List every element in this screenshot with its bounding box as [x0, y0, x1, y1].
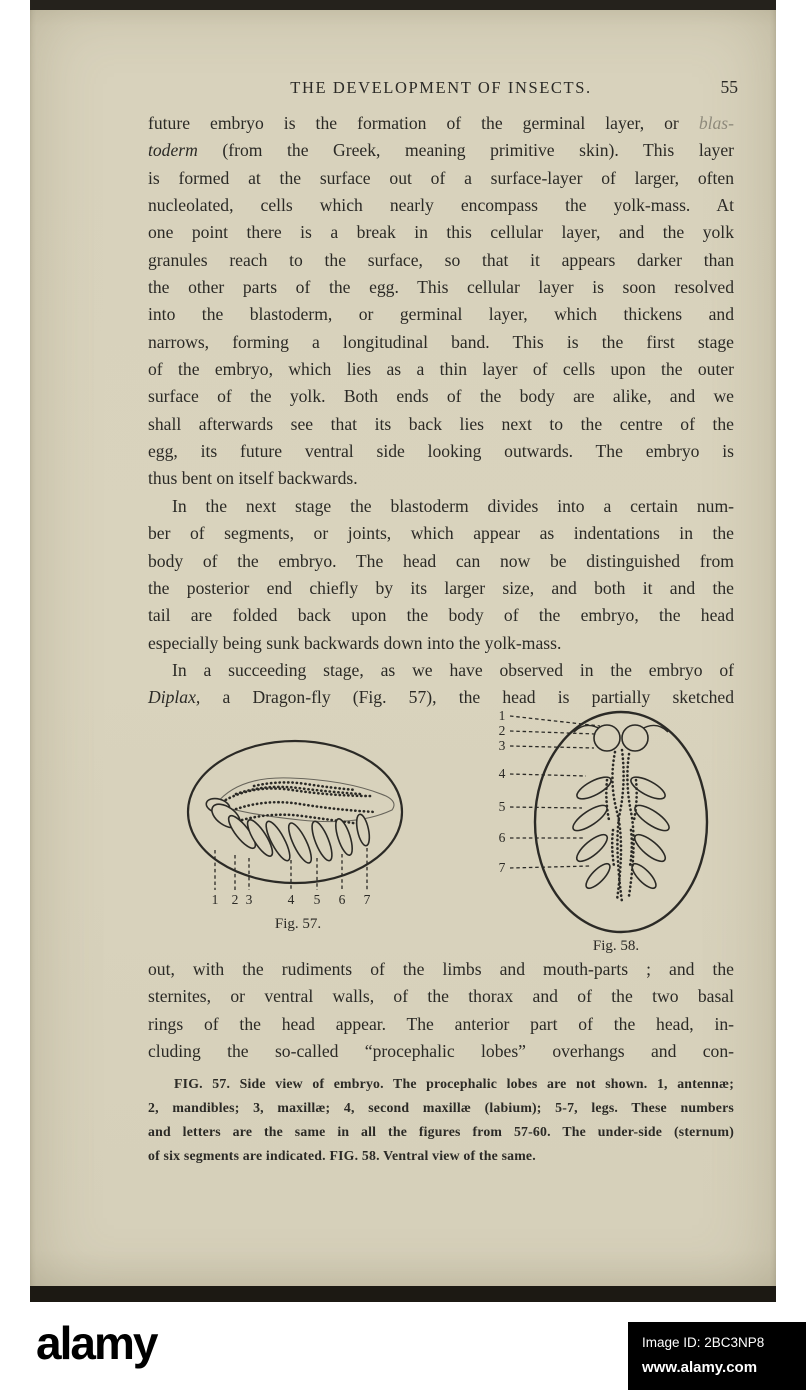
scan-top-edge: [30, 0, 776, 10]
body-text-line: is formed at the surface out of a surface-layer of larger, often: [148, 167, 734, 188]
body-text-line: egg, its future ventral side looking outwards. The embryo is: [148, 441, 734, 462]
body-text-segment: future embryo is the formation of the germinal layer, or: [148, 113, 699, 133]
alamy-logo: alamy: [36, 1317, 157, 1369]
body-text-line: In the next stage the blastoderm divides into a certain num-: [172, 495, 734, 516]
body-text-line: of the embryo, which lies as a thin layer of cells upon the outer: [148, 359, 734, 380]
figure-number: 3: [245, 892, 253, 907]
body-text-segment: a Dragon-fly (Fig. 57), the head is partially sketched: [200, 687, 734, 708]
figure-number: 6: [338, 892, 346, 907]
body-text-below-figures: [148, 956, 734, 1065]
image-id-text: Image ID: 2BC3NP8: [642, 1335, 765, 1350]
caption-line: FIG. 57. Side view of embryo. The procephalic lobes are not shown. 1, antennæ;: [174, 1076, 734, 1091]
figure-number: 3: [498, 738, 506, 753]
body-text-line: body of the embryo. The head can now be distinguished from: [148, 550, 734, 571]
page-header: [148, 77, 738, 104]
figure-number: 4: [287, 892, 295, 907]
figure-caption: Fig. 57.: [274, 916, 322, 932]
figure-caption: Fig. 58.: [592, 938, 640, 954]
italic-word: toderm: [148, 140, 198, 161]
figure-number: 2: [231, 892, 239, 907]
body-text-line: out, with the rudiments of the limbs and mouth-parts ; and the: [148, 959, 734, 979]
body-text-line: surface of the yolk. Both ends of the body are alike, and we: [148, 386, 734, 407]
figure-number: 1: [211, 892, 219, 907]
figure-number: 4: [498, 766, 506, 781]
figure-number: 5: [498, 799, 506, 814]
body-text-line: the other parts of the egg. This cellular layer is soon resolved: [148, 277, 734, 298]
figure-number: 7: [498, 860, 506, 875]
italic-word: blas-: [698, 113, 734, 133]
alamy-url-text: www.alamy.com: [642, 1359, 758, 1376]
figure-number: 1: [498, 708, 506, 723]
body-text-line: granules reach to the surface, so that it appears darker than: [148, 249, 734, 270]
body-text-line: ber of segments, or joints, which appear as indentations in the: [148, 523, 734, 544]
body-text-line: [148, 110, 734, 137]
body-text-line: one point there is a break in this cellular layer, and the yolk: [148, 222, 734, 243]
body-text-line: sternites, or ventral walls, of the thorax and of the two basal: [148, 986, 734, 1007]
figure-number: 5: [313, 892, 321, 907]
body-text-line: into the blastoderm, or germinal layer, which thickens and: [148, 304, 734, 325]
figure-number: 2: [498, 723, 506, 738]
page-number: 55: [720, 77, 738, 97]
running-head: THE DEVELOPMENT OF INSECTS.: [290, 78, 592, 97]
figure-58-illustration: [499, 708, 707, 954]
body-text-line: thus bent on itself backwards.: [148, 468, 358, 489]
italic-word: Diplax,: [148, 687, 201, 708]
body-text-line: shall afterwards see that its back lies next to the centre of the: [148, 413, 734, 434]
figures-illustration: [170, 700, 740, 962]
body-text-segment: (from the Greek, meaning primitive skin). This layer: [197, 140, 734, 161]
body-text-line: cluding the so-called “procephalic lobes” overhangs and con-: [148, 1041, 734, 1062]
caption-line: 2, mandibles; 3, maxillæ; 4, second maxillæ (labium); 5-7, legs. These numbers: [148, 1100, 734, 1115]
body-text-line: especially being sunk backwards down into the yolk-mass.: [148, 632, 562, 653]
body-text-line: the posterior end chiefly by its larger size, and both it and the: [148, 577, 734, 598]
body-text-line: nucleolated, cells which nearly encompass the yolk-mass. At: [148, 195, 734, 216]
body-text-line: tail are folded back upon the body of the embryo, the head: [148, 605, 734, 626]
scan-bottom-edge: [30, 1286, 776, 1302]
body-text-line: narrows, forming a longitudinal band. This is the first stage: [148, 331, 734, 352]
body-text-line: rings of the head appear. The anterior part of the head, in-: [148, 1013, 734, 1034]
figure-caption-block: [148, 1072, 734, 1168]
figure-number: 6: [498, 830, 506, 845]
alamy-footer: [0, 1302, 806, 1390]
caption-line: and letters are the same in all the figures from 57-60. The under-side (sternum): [148, 1124, 734, 1139]
caption-line: of six segments are indicated. FIG. 58. Ventral view of the same.: [148, 1148, 536, 1163]
body-text: [148, 110, 734, 712]
body-text-line: In a succeeding stage, as we have observed in the embryo of: [172, 659, 734, 680]
book-page-scan: [30, 0, 776, 1302]
figure-number: 7: [363, 892, 371, 907]
figure-57-illustration: [188, 741, 402, 932]
body-text-line: [148, 137, 734, 164]
image-id-box: [628, 1322, 806, 1390]
